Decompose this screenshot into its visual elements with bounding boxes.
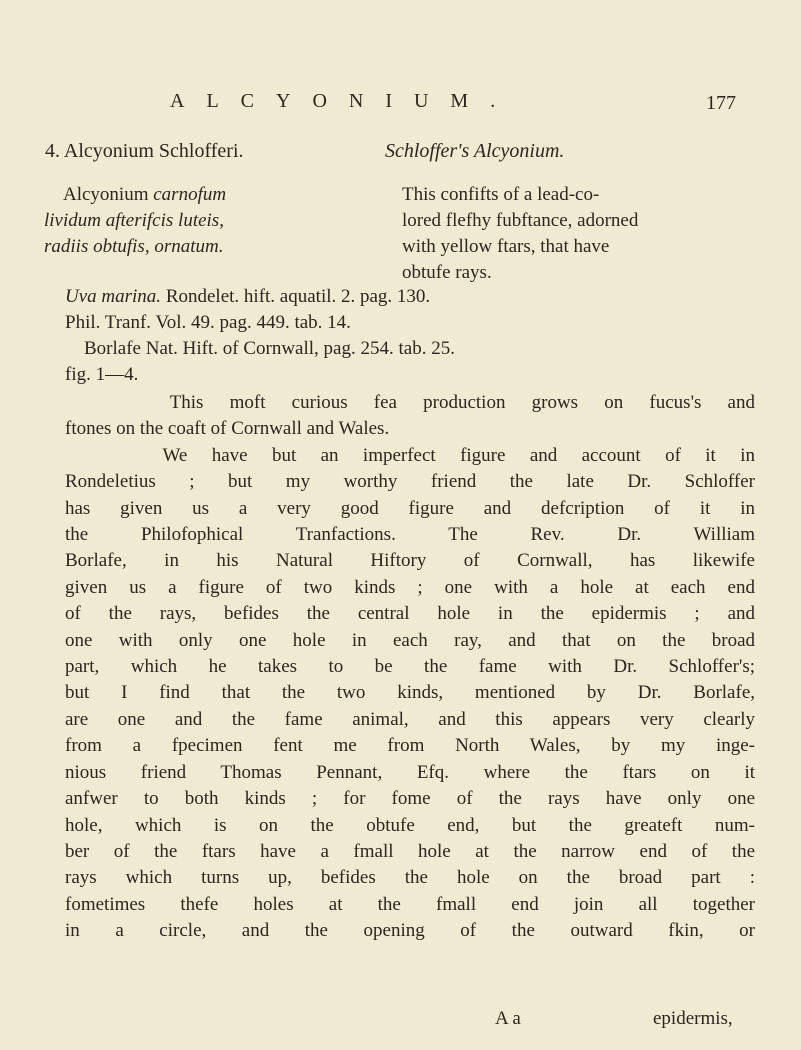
body-line: one with only one hole in each ray, and that on the broad <box>65 629 755 651</box>
body-line: of the rays, befides the central hole in the epidermis ; and <box>65 603 755 625</box>
body-line: has given us a very good figure and defcription of it in <box>65 497 755 519</box>
english-line: lored flefhy fubftance, adorned <box>402 210 639 231</box>
catchword: epidermis, <box>653 1008 733 1029</box>
body-line: ber of the ftars have a fmall hole at the narrow end of the <box>65 840 755 862</box>
body-line: Borlafe, in his Natural Hiftory of Cornwall, has likewife <box>65 550 755 572</box>
reference-line: fig. 1—4. <box>65 364 139 385</box>
english-line: obtufe rays. <box>402 262 492 283</box>
body-line: fometimes thefe holes at the fmall end join all together <box>65 893 755 915</box>
body-line: the Philofophical Tranfactions. The Rev. Dr. William <box>65 524 755 546</box>
entry-english-title: Schloffer's Alcyonium. <box>385 140 565 162</box>
body-line: are one and the fame animal, and this appears very clearly <box>65 708 755 730</box>
body-line: ftones on the coaft of Cornwall and Wales. <box>65 418 390 440</box>
page-number: 177 <box>706 92 736 114</box>
english-line: This confifts of a lead-co- <box>402 184 600 205</box>
reference-line: Uva marina. Rondelet. hift. aquatil. 2. pag. 130. <box>65 286 431 307</box>
reference-line: Phil. Tranf. Vol. 49. pag. 449. tab. 14. <box>65 312 351 333</box>
body-line: part, which he takes to be the fame with Dr. Schloffer's; <box>65 656 755 678</box>
reference-line: Borlafe Nat. Hift. of Cornwall, pag. 254. tab. 25. <box>84 338 455 359</box>
body-line: This moft curious fea production grows on fucus's and <box>65 392 755 413</box>
latin-line: radiis obtufis, ornatum. <box>44 236 224 257</box>
english-description <box>402 182 742 286</box>
running-head: ALCYONIUM. <box>170 90 518 112</box>
body-text <box>65 390 755 945</box>
body-line: given us a figure of two kinds ; one with a hole at each end <box>65 576 755 598</box>
body-line: hole, which is on the obtufe end, but the greateft num- <box>65 814 755 836</box>
english-line: with yellow ftars, that have <box>402 236 610 257</box>
body-line: Rondeletius ; but my worthy friend the late Dr. Schloffer <box>65 471 755 493</box>
body-line: rays which turns up, befides the hole on the broad part : <box>65 867 755 889</box>
body-line: We have but an imperfect figure and account of it in <box>65 444 755 466</box>
signature-mark: A a <box>495 1008 521 1029</box>
latin-line: lividum afterifcis luteis, <box>44 210 224 231</box>
body-line: from a fpecimen fent me from North Wales, by my inge- <box>65 735 755 757</box>
body-line: anfwer to both kinds ; for fome of the rays have only one <box>65 788 755 810</box>
latin-line: Alcyonium carnofum <box>63 184 227 205</box>
references <box>65 284 755 388</box>
latin-description <box>44 182 344 260</box>
body-line: nious friend Thomas Pennant, Efq. where the ftars on it <box>65 761 755 783</box>
body-line: but I find that the two kinds, mentioned by Dr. Borlafe, <box>65 682 755 704</box>
body-line: in a circle, and the opening of the outward fkin, or <box>65 920 755 942</box>
entry-number-title: 4. Alcyonium Schlofferi. <box>45 140 244 162</box>
